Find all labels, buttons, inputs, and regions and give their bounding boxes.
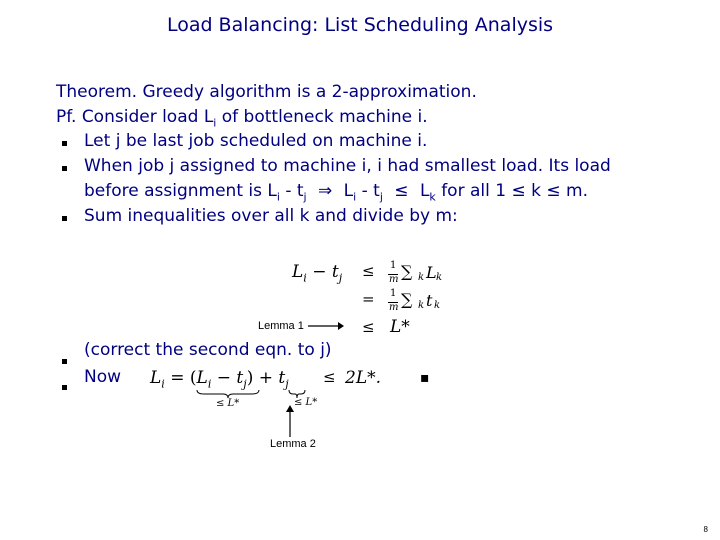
now-leq: ≤: [323, 368, 336, 386]
bullet-5-text: Now: [84, 367, 122, 387]
now-t: t: [236, 368, 244, 388]
now-j2: j: [285, 377, 289, 391]
eq-rhs2-k: k: [434, 300, 441, 311]
eq-rel-3: ≤: [362, 318, 375, 336]
bullet-1-text: Let j be last job scheduled on machine i.: [84, 131, 428, 151]
proof-label: Pf.: [56, 107, 77, 127]
now-minus: −: [211, 368, 237, 388]
b2-text-e: L: [419, 181, 430, 201]
now-eq-main: [150, 368, 289, 390]
eq-rhs2-t: t: [426, 291, 433, 310]
now-rhs: 2L*.: [345, 368, 382, 388]
implies-symbol: ⇒: [318, 181, 333, 201]
b2-sub-i1: i: [276, 190, 280, 204]
now-i2: i: [207, 377, 212, 391]
eq-rhs-3: L*: [390, 317, 410, 337]
bullet-4-text: (correct the second eqn. to j): [84, 340, 332, 360]
eq-rel-2: =: [362, 290, 375, 308]
theorem-line: [56, 82, 477, 102]
eq-lhs-j: j: [338, 271, 343, 285]
eq-rhs2-sum: ∑: [401, 290, 413, 309]
eq-lhs: [292, 262, 342, 284]
eq-lhs-minus: −: [306, 262, 332, 282]
lemma-1-arrow-icon: [306, 320, 346, 332]
bullet-marker-2: [62, 166, 67, 171]
bullet-marker-5: [62, 385, 67, 390]
qed-icon: ▪: [420, 370, 430, 386]
page-number: 8: [703, 525, 708, 534]
eq-rhs1-L: L: [426, 263, 437, 282]
lemma-1-label: Lemma 1: [258, 320, 304, 332]
underbrace-1-label: ≤ L*: [216, 398, 240, 409]
eq-lhs-t: t: [331, 262, 339, 282]
b2-sub-k: k: [429, 190, 436, 204]
eq-lhs-i: i: [303, 271, 307, 285]
eq-rhs2-frac-num: 1: [390, 288, 397, 299]
b2-text-c: L: [343, 181, 354, 201]
proof-sub-i: i: [213, 116, 217, 130]
bullet-3-text: Sum inequalities over all k and divide by m:: [84, 206, 458, 226]
b2-text-d: - t: [356, 181, 380, 201]
now-L2: L: [196, 368, 208, 388]
theorem-label: Theorem.: [56, 82, 138, 102]
lemma-2-label: Lemma 2: [270, 438, 316, 450]
now-j: j: [243, 377, 247, 391]
now-paren-close: ): [246, 368, 254, 388]
bullet-marker-1: [62, 141, 67, 146]
now-i: i: [161, 377, 165, 391]
eq-rhs-1: [388, 262, 448, 288]
leq-symbol: ≤: [394, 181, 409, 201]
eq-rhs1-frac-num: 1: [390, 260, 397, 271]
slide-title: Load Balancing: List Scheduling Analysis: [166, 14, 554, 36]
b2-text-b: - t: [279, 181, 304, 201]
b2-sub-j1: j: [303, 190, 307, 204]
eq-rhs2-sum-sub: k: [418, 300, 425, 311]
b2-sub-j2: j: [379, 190, 383, 204]
now-L: L: [150, 368, 162, 388]
now-eq-sign: =: [164, 368, 190, 388]
now-plus: +: [253, 368, 279, 388]
lemma-2-arrow-icon: [284, 404, 296, 438]
now-t2: t: [278, 368, 286, 388]
underbrace-2-label: ≤ L*: [294, 397, 318, 408]
bullet-2-line-2: [84, 181, 588, 207]
bullet-2-line-1: When job j assigned to machine i, i had smallest load. Its load: [84, 156, 611, 176]
proof-line: [56, 107, 428, 133]
eq-rel-1: ≤: [362, 262, 375, 280]
b2-text-f: for all 1 ≤ k ≤ m.: [435, 181, 588, 201]
eq-lhs-L: L: [292, 262, 304, 282]
bullet-marker-3: [62, 216, 67, 221]
b2-text-a: before assignment is L: [84, 181, 277, 201]
proof-text-before: Consider load L: [81, 107, 214, 127]
eq-rhs1-frac-den: m: [389, 274, 399, 285]
eq-rhs1-k: k: [436, 272, 443, 283]
now-paren-open: (: [189, 368, 197, 388]
eq-rhs1-sum-sub: k: [418, 272, 425, 283]
proof-text-after: of bottleneck machine i.: [216, 107, 428, 127]
b2-sub-i2: i: [353, 190, 357, 204]
eq-rhs-2: [388, 290, 448, 316]
theorem-text: Greedy algorithm is a 2-approximation.: [142, 82, 477, 102]
eq-rhs1-sum: ∑: [401, 262, 413, 281]
bullet-marker-4: [62, 359, 67, 364]
eq-rhs2-frac-den: m: [389, 302, 399, 313]
